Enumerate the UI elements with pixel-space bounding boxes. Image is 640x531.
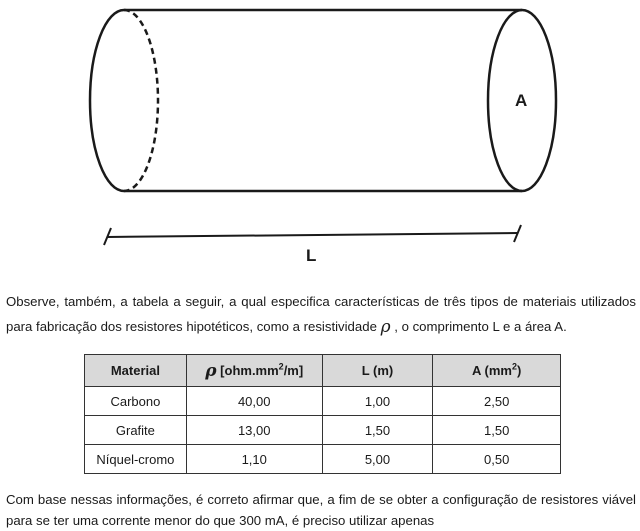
- cell-length: 1,00: [322, 387, 433, 416]
- header-resistivity: [186, 355, 322, 387]
- header-length: L (m): [322, 355, 433, 387]
- header-area-exp: 2: [511, 361, 517, 372]
- header-rho-unit: [ohm.mm: [220, 362, 279, 378]
- intro-paragraph: [6, 289, 636, 340]
- cell-length: 5,00: [322, 445, 433, 474]
- cell-resistivity: 13,00: [186, 416, 322, 445]
- materials-table: [84, 354, 561, 474]
- length-label: L: [306, 246, 317, 265]
- header-area: [433, 355, 561, 387]
- header-area-end: ): [516, 363, 522, 378]
- cell-length: 1,50: [322, 416, 433, 445]
- cell-resistivity: 40,00: [186, 387, 322, 416]
- area-label: A: [515, 91, 528, 110]
- length-dimension-line: [107, 233, 517, 237]
- intro-text-end: , o comprimento L e a área A.: [394, 319, 567, 334]
- table-row: [85, 445, 561, 474]
- table-row: [85, 387, 561, 416]
- header-material: Material: [85, 355, 187, 387]
- header-rho-exp: 2: [278, 361, 284, 372]
- cell-resistivity: 1,10: [186, 445, 322, 474]
- table-header-row: [85, 355, 561, 387]
- cell-area: 1,50: [433, 416, 561, 445]
- left-end-hidden-arc: [124, 10, 158, 191]
- table-row: [85, 416, 561, 445]
- cell-material: Níquel-cromo: [85, 445, 187, 474]
- resistivity-symbol: ρ: [380, 317, 391, 337]
- cell-area: 0,50: [433, 445, 561, 474]
- header-rho-symbol: ρ: [205, 360, 217, 381]
- cell-area: 2,50: [433, 387, 561, 416]
- question-paragraph: Com base nessas informações, é correto afirmar que, a fim de se obter a configuração de resistores viável para se ter uma corrente menor do que 300 mA, é preciso utilizar apenas: [6, 492, 636, 528]
- header-rho-unit-end: /m]: [283, 362, 304, 378]
- header-area-text: A (mm: [471, 363, 512, 378]
- cell-material: Carbono: [85, 387, 187, 416]
- left-end-front-arc: [90, 10, 124, 191]
- intro-text-start: Observe, também, a tabela a seguir, a qual especifica características de três tipos de materiais utilizados para fabricação dos resistores hipotéticos, como a resistividade: [6, 294, 636, 334]
- cell-material: Grafite: [85, 416, 187, 445]
